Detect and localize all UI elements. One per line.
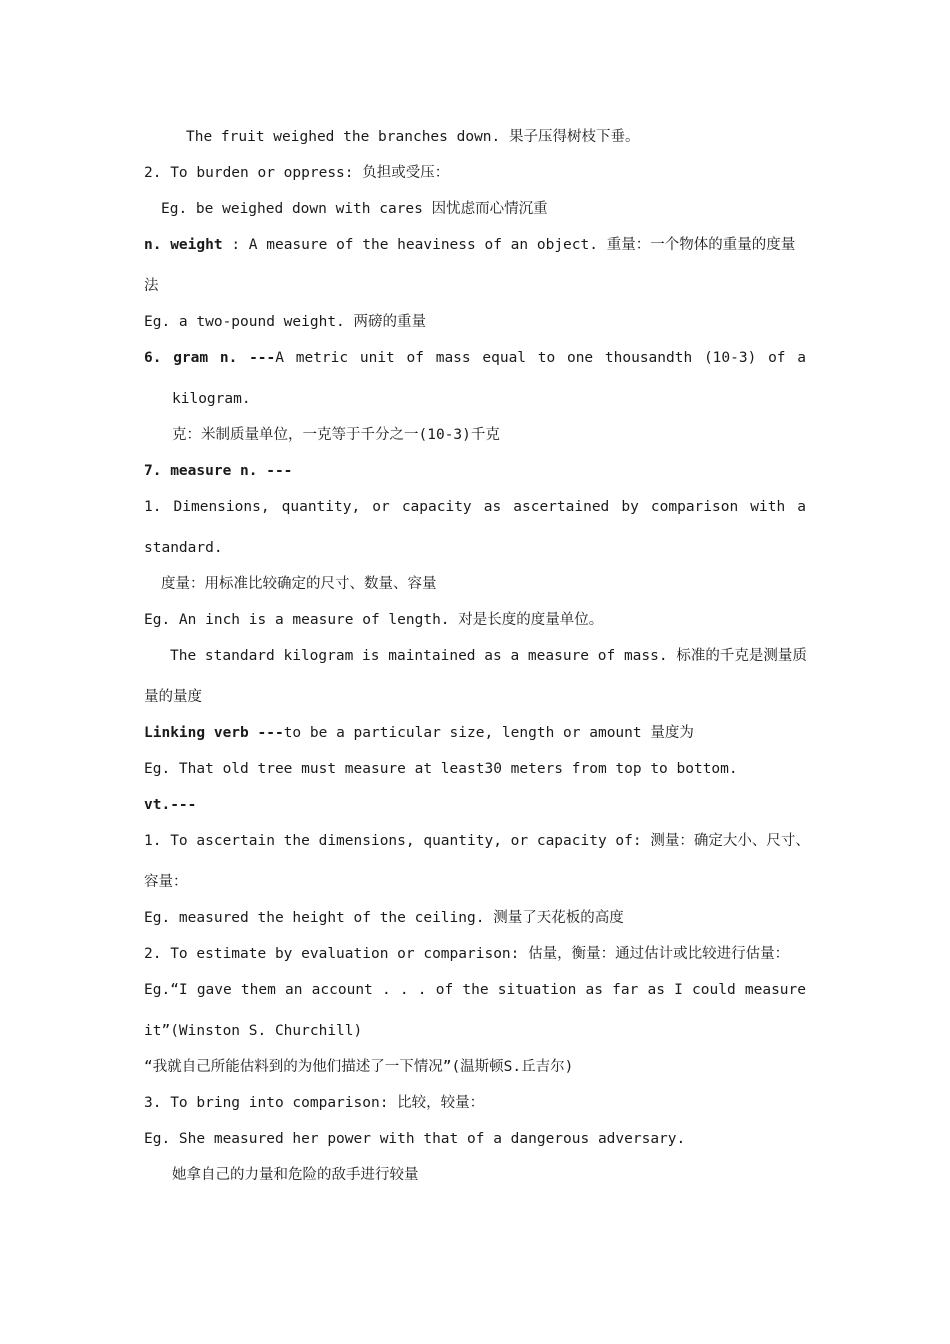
entry-vt-head: vt.--- bbox=[144, 797, 197, 813]
entry-measure-head: 7. measure n. --- bbox=[144, 463, 293, 479]
measure-definition-1: 1. Dimensions, quantity, or capacity as ascertained by comparison with a bbox=[144, 499, 806, 515]
example-old-tree: Eg. That old tree must measure at least30 meters from top to bottom. bbox=[144, 761, 738, 777]
vt-definition-1: 1. To ascertain the dimensions, quantity, or capacity of: 测量：确定大小、尺寸、 bbox=[144, 833, 810, 849]
example-churchill-continuation: it”(Winston S. Churchill) bbox=[144, 1023, 363, 1039]
measure-definition-1-continuation: standard. bbox=[144, 540, 223, 556]
vt-definition-1-continuation: 容量： bbox=[144, 874, 188, 890]
entry-gram-continuation: kilogram. bbox=[172, 391, 251, 407]
example-inch: Eg. An inch is a measure of length. 对是长度的度量单位。 bbox=[144, 612, 604, 628]
entry-weight-definition: : A measure of the heaviness of an object. 重量：一个物体的重量的度量 bbox=[231, 237, 796, 253]
entry-weight-head: n. weight bbox=[144, 237, 223, 253]
example-standard-kilogram-continuation: 量的量度 bbox=[144, 689, 202, 705]
vt-definition-3: 3. To bring into comparison: 比较，较量： bbox=[144, 1095, 485, 1111]
entry-gram-head: 6. gram n. --- bbox=[144, 350, 276, 366]
vt-definition-2: 2. To estimate by evaluation or comparison: 估量，衡量：通过估计或比较进行估量： bbox=[144, 946, 790, 962]
entry-weight-continuation: 法 bbox=[144, 278, 159, 294]
entry-gram-definition: A metric unit of mass equal to one thousandth (10-3) of a bbox=[275, 350, 806, 366]
example-adversary-chinese: 她拿自己的力量和危险的敌手进行较量 bbox=[172, 1167, 419, 1183]
example-churchill-chinese: “我就自己所能估料到的为他们描述了一下情况”(温斯顿S.丘吉尔) bbox=[144, 1059, 574, 1075]
example-standard-kilogram: The standard kilogram is maintained as a measure of mass. 标准的千克是测量质 bbox=[170, 648, 807, 664]
entry-gram bbox=[144, 348, 806, 368]
example-adversary: Eg. She measured her power with that of a dangerous adversary. bbox=[144, 1131, 686, 1147]
linking-verb-definition: to be a particular size, length or amount 量度为 bbox=[283, 725, 694, 741]
linking-verb-head: Linking verb --- bbox=[144, 725, 284, 741]
entry-gram-chinese: 克：米制质量单位，一克等于千分之一(10-3)千克 bbox=[172, 427, 500, 443]
example-two-pound: Eg. a two-pound weight. 两磅的重量 bbox=[144, 314, 427, 330]
example-churchill: Eg.“I gave them an account . . . of the situation as far as I could measure bbox=[144, 982, 806, 998]
entry-linking-verb bbox=[144, 723, 694, 743]
example-weighed-down: Eg. be weighed down with cares 因忧虑而心情沉重 bbox=[161, 201, 548, 217]
entry-weight bbox=[144, 235, 795, 255]
example-fruit-weighed: The fruit weighed the branches down. 果子压得树枝下垂。 bbox=[186, 129, 640, 145]
measure-definition-1-chinese: 度量：用标准比较确定的尺寸、数量、容量 bbox=[161, 576, 437, 592]
definition-burden: 2. To burden or oppress: 负担或受压： bbox=[144, 165, 450, 181]
example-ceiling: Eg. measured the height of the ceiling. 测量了天花板的高度 bbox=[144, 910, 624, 926]
